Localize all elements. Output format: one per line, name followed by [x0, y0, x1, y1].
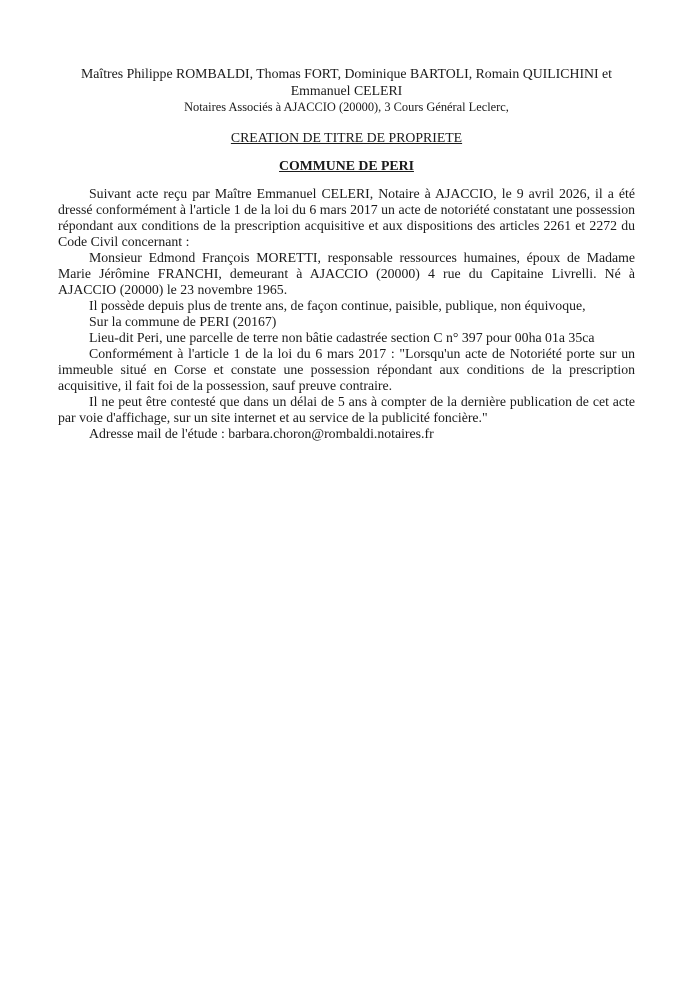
notary-names-line1: Maîtres Philippe ROMBALDI, Thomas FORT, Dominique BARTOLI, Romain QUILICHINI et	[80, 66, 613, 81]
document-header	[58, 66, 635, 115]
commune-title: COMMUNE DE PERI	[279, 158, 414, 173]
notary-names-line2: Emmanuel CELERI	[290, 82, 403, 98]
paragraph-adresse-mail: Adresse mail de l'étude : barbara.choron@rombaldi.notaires.fr	[89, 426, 434, 441]
paragraph-proprietaire: Monsieur Edmond François MORETTI, responsable ressources humaines, époux de Madame Marie Jérômine FRANCHI, demeurant à AJACCIO (20000) 4 rue du Capitaine Livrelli. Né à AJACCIO (20000) le 23 novembre 1965.	[58, 250, 635, 297]
document-title: CREATION DE TITRE DE PROPRIETE	[230, 130, 463, 145]
paragraph-acte-recu: Suivant acte reçu par Maître Emmanuel CELERI, Notaire à AJACCIO, le 9 avril 2026, il a été dressé conformément à l'article 1 de la loi du 6 mars 2017 un acte de notoriété constatant une possession répondant aux conditions de la prescription acquisitive et aux dispositions des articles 2261 et 2272 du Code Civil concernant :	[58, 186, 635, 249]
paragraph-contestation: Il ne peut être contesté que dans un délai de 5 ans à compter de la dernière publication de cet acte par voie d'affichage, sur un site internet et au service de la publicité foncière."	[58, 394, 635, 425]
paragraph-possession: Il possède depuis plus de trente ans, de façon continue, paisible, publique, non équivoque,	[89, 298, 586, 313]
paragraph-parcelle: Lieu-dit Peri, une parcelle de terre non bâtie cadastrée section C n° 397 pour 00ha 01a 35ca	[89, 330, 595, 345]
notary-office-address: Notaires Associés à AJACCIO (20000), 3 Cours Général Leclerc,	[184, 100, 509, 114]
paragraph-commune: Sur la commune de PERI (20167)	[89, 314, 277, 329]
paragraph-loi-citation: Conformément à l'article 1 de la loi du 6 mars 2017 : "Lorsqu'un acte de Notoriété porte sur un immeuble situé en Corse et constate une possession répondant aux conditions de la prescription acquisitive, il fait foi de la possession, sauf preuve contraire.	[58, 346, 635, 393]
document-body	[58, 186, 635, 442]
